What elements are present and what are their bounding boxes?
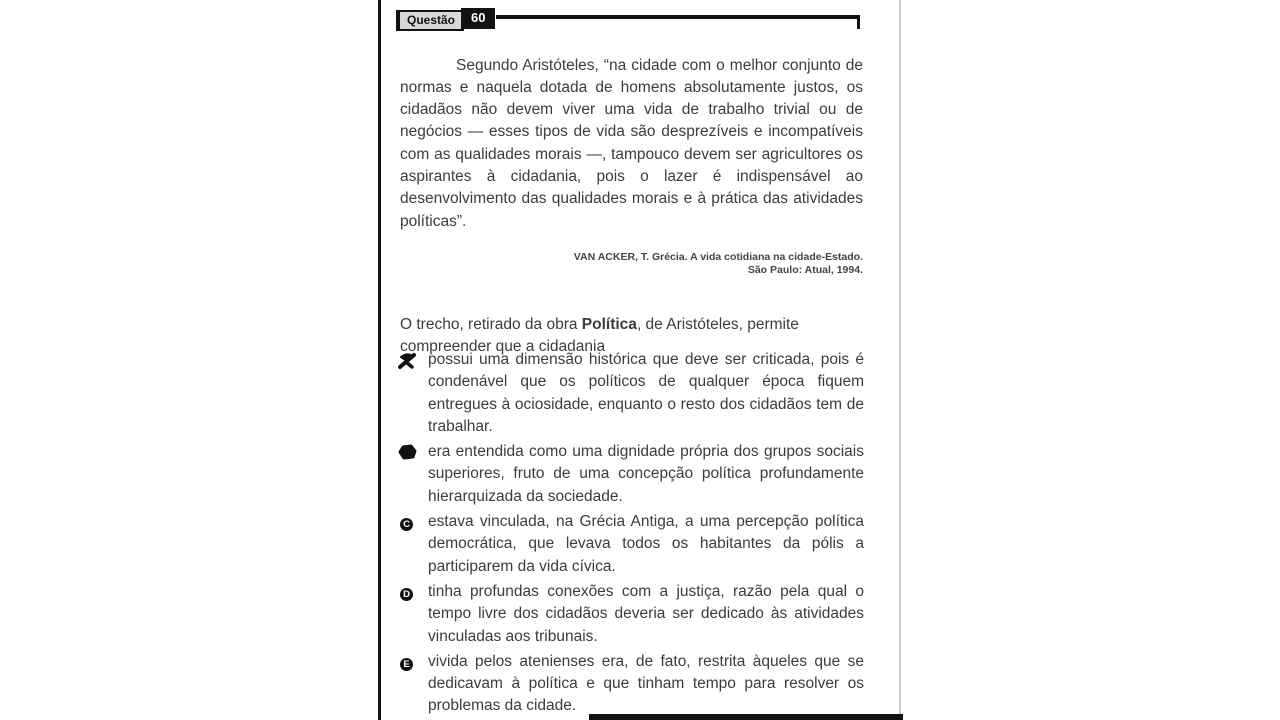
question-label: Questão <box>398 10 464 31</box>
option-a-text: possui uma dimensão histórica que deve ser criticada, pois é condenável que os políticos de qualquer época fiquem entregues à ociosidade, enquanto o resto dos cidadãos tem de trabalhar. <box>428 351 864 435</box>
stem-text-pre: O trecho, retirado da obra <box>400 315 582 333</box>
stem-bold-title: Política <box>581 315 637 333</box>
header-bracket-end-tick <box>857 15 860 29</box>
next-question-partial-bar <box>589 714 903 720</box>
option-b-filled-blob-icon <box>398 441 428 462</box>
quote-paragraph: Segundo Aristóteles, “na cidade com o melhor conjunto de normas e naquela dotada de homens absolutamente justos, os cidadãos não devem viver uma vida de trabalho trivial ou de negócios — esses tipos de vida são desprezíveis e incompatíveis com as qualidades morais —, tampouco devem ser agricultores os aspirantes à cidadania, pois o lazer é indispensável ao desenvolvimento das qualidades morais e à prática das atividades políticas”. <box>400 56 863 230</box>
question-header <box>396 7 866 37</box>
option-c-text: estava vinculada, na Grécia Antiga, a uma percepção política democrática, que levava todos os habitantes da pólis a participarem da vida cívica. <box>428 513 864 575</box>
option-e-letter: E <box>400 658 413 671</box>
option-e <box>398 651 864 718</box>
option-c <box>398 511 864 578</box>
option-c-letter: C <box>400 518 413 531</box>
citation <box>400 251 863 277</box>
question-number-badge: 60 <box>461 8 495 29</box>
option-a-scribbled-cross-icon <box>398 349 428 370</box>
option-d-text: tinha profundas conexões com a justiça, razão pela qual o tempo livre dos cidadãos deveria ser dedicado às atividades vinculadas aos tribunais. <box>428 582 864 645</box>
option-b-text: era entendida como uma dignidade própria dos grupos sociais superiores, fruto de uma concepção política profundamente hierarquizada da sociedade. <box>428 443 864 505</box>
option-d <box>398 581 864 648</box>
option-c-circled-letter-icon <box>398 511 428 532</box>
option-a <box>398 349 864 438</box>
citation-line-1: VAN ACKER, T. Grécia. A vida cotidiana na cidade-Estado. <box>573 251 863 263</box>
option-e-text: vivida pelos atenienses era, de fato, restrita àqueles que se dedicavam à política e que tinham tempo para resolver os problemas da cidade. <box>428 652 864 715</box>
header-bracket-line <box>496 15 860 19</box>
page-left-border-rule <box>378 0 381 720</box>
page-right-column-rule <box>899 0 901 720</box>
option-d-letter: D <box>400 588 413 601</box>
option-d-circled-letter-icon <box>398 581 428 602</box>
stem-text-post: , de Aristóteles, permite compreender que a cidadania <box>400 315 799 355</box>
option-e-circled-letter-icon <box>398 651 428 672</box>
option-b <box>398 441 864 508</box>
citation-line-2: São Paulo: Atual, 1994. <box>747 264 863 276</box>
options-list <box>398 349 864 720</box>
